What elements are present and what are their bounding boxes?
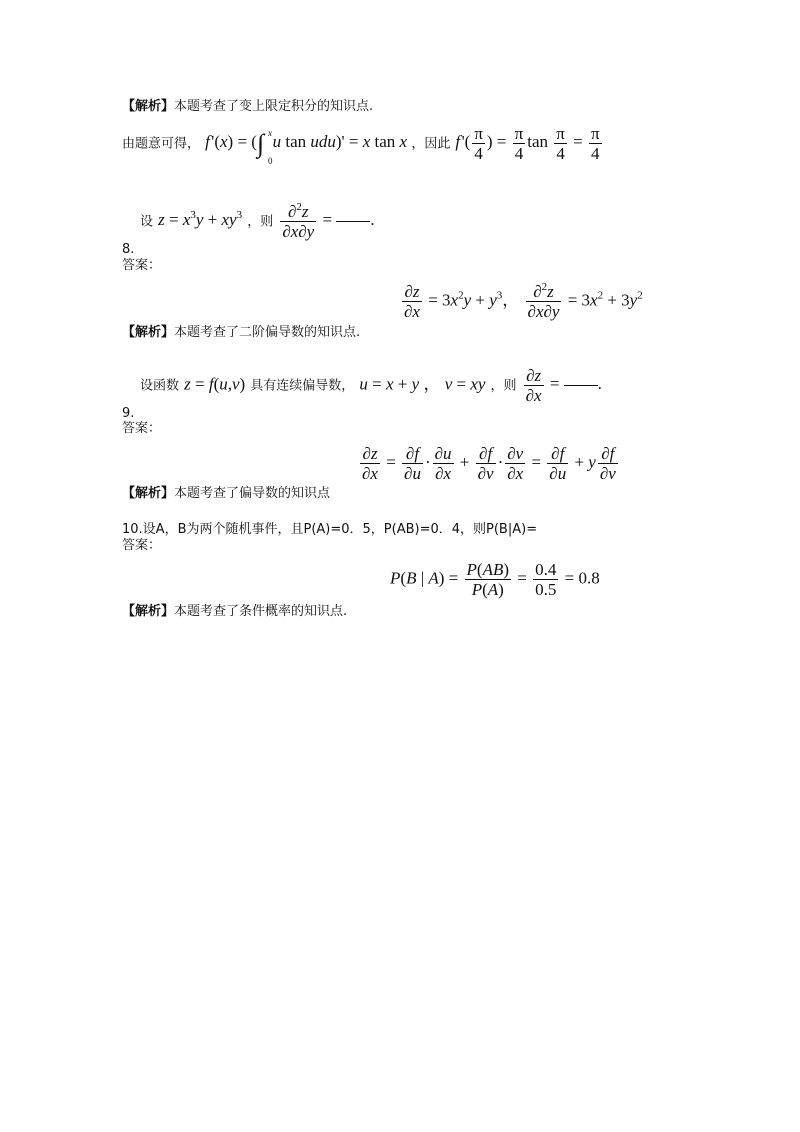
question-number: 8. [122,242,135,257]
analysis-tag: 【解析】 [122,486,175,501]
answer-blank [564,385,598,386]
analysis-tag: 【解析】 [122,604,175,619]
analysis-line-10 [122,604,347,620]
analysis-line-9 [122,486,330,502]
analysis-tag: 【解析】 [122,325,175,340]
question-8 [140,202,375,241]
answer-label: 答案： [122,258,162,273]
partial-question: $\frac{\partial z}{\partial x}$ = . [525,366,602,405]
answer-label: 答案： [122,538,162,553]
function-definition: z = f(u,v) [184,374,246,394]
question-prefix: 设函数 [140,378,180,394]
answer-blank [336,221,370,222]
answer-8-formula: $\frac{\partial z}{\partial x}$ = $3x^2y + y^3$， $\frac{\partial^2z}{\partial x\partial y}$ = $3x^2 + 3y^2$ [404,281,643,321]
question-10: 10.设A，B为两个随机事件，且P(A)=0．5，P(AB)=0．4，则P(B|A)= [122,522,538,537]
analysis-text: 本题考查了偏导数的知识点 [174,486,331,501]
derivation-prefix: 由题意可得， [122,136,201,152]
analysis-text: 本题考查了二阶偏导数的知识点. [174,325,361,340]
derivation-line-7 [122,124,604,166]
question-mid: 具有连续偏导数， [250,378,355,394]
integral-sign-icon: ∫ x 0 [256,127,273,166]
question-then: ，则 [247,214,274,230]
answer-9-formula: $\frac{\partial z}{\partial x}$ = $\frac{\partial f}{\partial u}$ · $\frac{\partial u}{\partial x}$ + $\frac{\partial f}{\partial v}$ · $\frac{\partial v}{\partial x}$ = $\frac{\partial f}{\partial u}$ + y $\frac{\partial f}{\partial v}$ [362,444,616,483]
question-number: 9. [122,406,135,421]
evaluation-formula: f '( $\frac{\pi}{4}$ ) = $\frac{\pi}{4}$ tan $\frac{\pi}{4}$ = $\frac{\pi}{4}$ [455,124,600,163]
question-then: ，则 [490,378,517,394]
therefore-text: ，因此 [411,136,451,152]
analysis-line-7 [122,99,373,115]
answer-10-formula: P(B | A) = $\frac{P(AB)}{P(A)}$ = $\frac{0.4}{0.5}$ = 0.8 [390,560,600,599]
second-partial-question: $\frac{\partial^2z}{\partial x\partial y}$ = . [282,201,375,241]
question-9 [140,366,602,405]
analysis-tag: 【解析】 [122,99,175,114]
analysis-line-8 [122,325,360,341]
answer-label: 答案： [122,421,162,436]
question-prefix: 设 [140,214,154,230]
function-z-formula: $z = x^3y + xy^3$ [158,209,243,230]
substitution-formula: u = x + y ， v = xy [359,374,486,394]
analysis-text: 本题考查了变上限定积分的知识点. [174,99,374,114]
derivative-integral-formula: f '(x) = (∫ x 0 u tan udu)' = x tan x [205,127,408,166]
analysis-text: 本题考查了条件概率的知识点. [174,604,348,619]
